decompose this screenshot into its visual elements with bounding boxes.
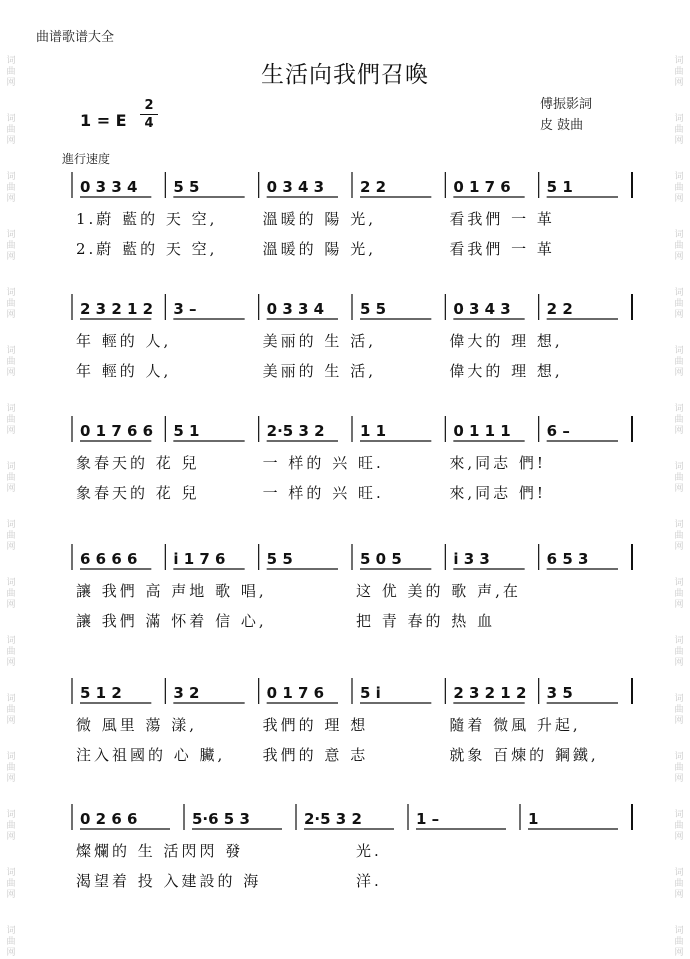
lyric-segment: 洋. — [356, 872, 382, 890]
measure-notes: 5 5 — [360, 300, 387, 318]
watermark-glyphs: 词 曲 网 — [6, 868, 16, 900]
lyric-segment: 美丽的 生 活, — [262, 362, 376, 380]
measure-notes: i 1 7 6 — [173, 550, 226, 568]
meter-bottom: 4 — [144, 116, 154, 131]
measure-notes: 1 – — [416, 810, 440, 828]
score-system — [0, 168, 690, 288]
measure-notes: 1 — [528, 810, 539, 828]
watermark-glyphs: 词 曲 网 — [674, 926, 684, 958]
watermark-glyphs: 词 曲 网 — [6, 578, 16, 610]
lyric-segment: 年 輕的 人, — [76, 332, 172, 350]
measure-notes: 0 3 4 3 — [266, 178, 325, 196]
lyric-segment: 偉大的 理 想, — [449, 362, 563, 380]
lyric-segment: 微 風里 蕩 漾, — [76, 716, 198, 734]
lyric-segment: 注入祖國的 心 臟, — [76, 746, 226, 764]
measure-notes: 0 1 7 6 — [266, 684, 325, 702]
lyric-line — [0, 714, 690, 742]
measure-notes: 3 2 — [173, 684, 200, 702]
meter-top: 2 — [144, 98, 154, 113]
lyric-line — [0, 610, 690, 638]
measure-notes: 0 3 3 4 — [266, 300, 325, 318]
watermark-glyphs: 词 曲 网 — [674, 288, 684, 320]
watermark-glyphs: 词 曲 网 — [674, 636, 684, 668]
lyric-segment: 看我們 一 革 — [449, 210, 555, 228]
score-system — [0, 412, 690, 532]
time-signature — [140, 98, 158, 131]
measure-notes: 0 2 6 6 — [80, 810, 138, 828]
lyric-segment: 讓 我們 高 声地 歌 唱, — [76, 582, 267, 600]
measure-notes: 5·6 5 3 — [192, 810, 250, 828]
measure-notes: 5 1 — [173, 422, 200, 440]
lyric-segment: 1.蔚 藍的 天 空, — [76, 210, 218, 228]
lyric-segment: 隨着 微風 升起, — [449, 716, 581, 734]
song-title: 生活向我們召喚 — [261, 62, 429, 88]
lyric-segment: 來,同志 們! — [449, 484, 546, 502]
watermark-glyphs: 词 曲 网 — [674, 56, 684, 88]
measure-notes: 5 0 5 — [360, 550, 402, 568]
lyric-segment: 我們的 理 想 — [262, 716, 369, 734]
measure-notes: 6 5 3 — [546, 550, 589, 568]
score-system — [0, 674, 690, 794]
measure-notes: 0 3 4 3 — [453, 300, 511, 318]
lyric-segment: 我們的 意 志 — [262, 746, 369, 764]
lyric-segment: 象春天的 花 兒 — [76, 454, 200, 472]
measure-notes: 2 3 2 1 2 — [80, 300, 154, 318]
measure-notes: 5 5 — [173, 178, 200, 196]
watermark-glyphs: 词 曲 网 — [674, 462, 684, 494]
measure-notes: 5 i — [360, 684, 381, 702]
meter-bar — [140, 114, 158, 115]
lyric-line — [0, 238, 690, 266]
lyric-segment: 溫暖的 陽 光, — [262, 210, 376, 228]
lyric-line — [0, 840, 690, 868]
score-system — [0, 290, 690, 410]
lyric-segment: 一 样的 兴 旺. — [262, 484, 384, 502]
measure-notes: 0 1 7 6 — [453, 178, 511, 196]
watermark-glyphs: 词 曲 网 — [6, 752, 16, 784]
watermark-glyphs: 词 曲 网 — [674, 868, 684, 900]
lyric-line — [0, 870, 690, 898]
watermark-glyphs: 词 曲 网 — [674, 114, 684, 146]
watermark-glyphs: 词 曲 网 — [6, 694, 16, 726]
score-system — [0, 800, 690, 920]
lyric-segment: 燦爛的 生 活閃閃 發 — [76, 842, 244, 860]
lyric-segment: 一 样的 兴 旺. — [262, 454, 384, 472]
watermark-glyphs: 词 曲 网 — [6, 926, 16, 958]
lyric-segment: 象春天的 花 兒 — [76, 484, 200, 502]
watermark-glyphs: 词 曲 网 — [674, 520, 684, 552]
watermark-glyphs: 词 曲 网 — [6, 230, 16, 262]
key-signature: 1 = E — [80, 111, 127, 130]
measure-notes: 3 5 — [546, 684, 573, 702]
measure-notes: 6 – — [546, 422, 570, 440]
watermark-glyphs: 词 曲 网 — [674, 694, 684, 726]
composer-credit: 皮 鼓曲 — [540, 118, 584, 133]
measure-notes: 2·5 3 2 — [266, 422, 325, 440]
watermark-glyphs: 词 曲 网 — [674, 346, 684, 378]
lyric-line — [0, 744, 690, 772]
lyricist-credit: 傅振影詞 — [540, 97, 593, 112]
measure-notes: 0 3 3 4 — [80, 178, 138, 196]
score-system — [0, 540, 690, 660]
lyric-segment: 來,同志 們! — [449, 454, 546, 472]
lyric-segment: 这 优 美的 歌 声,在 — [356, 582, 521, 600]
measure-notes: 2 2 — [546, 300, 573, 318]
lyric-segment: 偉大的 理 想, — [449, 332, 563, 350]
measure-notes: 3 – — [173, 300, 197, 318]
lyric-line — [0, 360, 690, 388]
lyric-segment: 看我們 一 革 — [449, 240, 555, 258]
site-label: 曲谱歌谱大全 — [36, 30, 115, 45]
watermark-glyphs: 词 曲 网 — [6, 636, 16, 668]
measure-notes: 5 1 — [546, 178, 573, 196]
lyric-segment: 光. — [356, 842, 382, 860]
measure-notes: i 3 3 — [453, 550, 490, 568]
watermark-glyphs: 词 曲 网 — [674, 172, 684, 204]
watermark-glyphs: 词 曲 网 — [6, 462, 16, 494]
watermark-glyphs: 词 曲 网 — [674, 230, 684, 262]
watermark-glyphs: 词 曲 网 — [6, 172, 16, 204]
measure-notes: 6 6 6 6 — [80, 550, 138, 568]
lyric-line — [0, 208, 690, 236]
watermark-glyphs: 词 曲 网 — [6, 520, 16, 552]
measure-notes: 2 2 — [360, 178, 387, 196]
watermark-glyphs: 词 曲 网 — [6, 288, 16, 320]
lyric-segment: 美丽的 生 活, — [262, 332, 376, 350]
watermark-glyphs: 词 曲 网 — [6, 810, 16, 842]
lyric-segment: 溫暖的 陽 光, — [262, 240, 376, 258]
measure-notes: 5 5 — [266, 550, 293, 568]
lyric-line — [0, 452, 690, 480]
watermark-glyphs: 词 曲 网 — [6, 114, 16, 146]
lyric-segment: 讓 我們 滿 怀着 信 心, — [76, 612, 267, 630]
measure-notes: 2 3 2 1 2 — [453, 684, 527, 702]
measure-notes: 5 1 2 — [80, 684, 122, 702]
lyric-segment: 2.蔚 藍的 天 空, — [76, 240, 218, 258]
tempo-marking: 進行速度 — [62, 152, 111, 166]
measure-notes: 2·5 3 2 — [304, 810, 362, 828]
lyric-segment: 年 輕的 人, — [76, 362, 172, 380]
watermark-glyphs: 词 曲 网 — [6, 346, 16, 378]
watermark-glyphs: 词 曲 网 — [674, 810, 684, 842]
lyric-line — [0, 482, 690, 510]
lyric-segment: 渴望着 投 入建設的 海 — [76, 872, 262, 890]
lyric-line — [0, 330, 690, 358]
lyric-segment: 就象 百煉的 鋼鐵, — [449, 746, 599, 764]
measure-notes: 0 1 1 1 — [453, 422, 511, 440]
watermark-glyphs: 词 曲 网 — [6, 404, 16, 436]
measure-notes: 0 1 7 6 6 — [80, 422, 154, 440]
watermark-glyphs: 词 曲 网 — [674, 752, 684, 784]
watermark-glyphs: 词 曲 网 — [6, 56, 16, 88]
credits — [540, 94, 592, 136]
lyric-segment: 把 青 春的 热 血 — [356, 612, 496, 630]
measure-notes: 1 1 — [360, 422, 387, 440]
watermark-glyphs: 词 曲 网 — [674, 404, 684, 436]
watermark-glyphs: 词 曲 网 — [674, 578, 684, 610]
lyric-line — [0, 580, 690, 608]
